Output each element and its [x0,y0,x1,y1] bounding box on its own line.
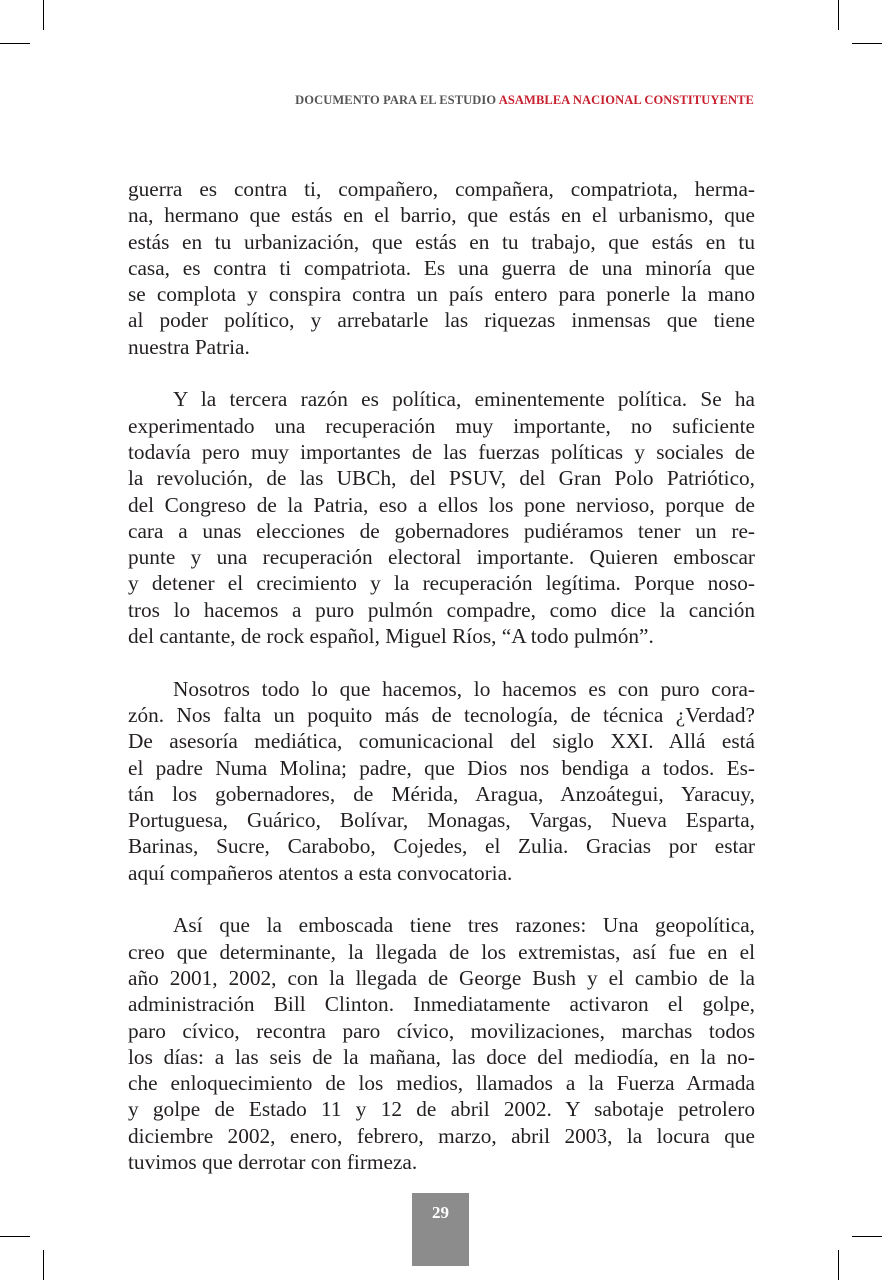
text-line: del cantante, de rock español, Miguel Ríos, “A todo pulmón”. [128,624,654,649]
text-line: al poder político, y arrebatarle las riquezas inmensas que tiene [128,308,755,333]
text-line: casa, es contra ti compatriota. Es una guerra de una minoría que [128,255,755,280]
text-line: Barinas, Sucre, Carabobo, Cojedes, el Zulia. Gracias por estar [128,834,755,859]
header-prefix: DOCUMENTO PARA EL ESTUDIO [295,93,497,107]
text-line: Portuguesa, Guárico, Bolívar, Monagas, Vargas, Nueva Esparta, [128,808,755,833]
text-line: cara a unas elecciones de gobernadores pudiéramos tener un re- [128,518,755,543]
text-line: Así que la emboscada tiene tres razones: Una geopolítica, [173,913,755,938]
text-line: aquí compañeros atentos a esta convocatoria. [128,860,513,885]
text-line: paro cívico, recontra paro cívico, movilizaciones, marchas todos [128,1018,755,1043]
text-line: guerra es contra ti, compañero, compañera, compatriota, herma- [128,177,755,201]
text-line: nuestra Patria. [128,334,250,359]
text-line: se complota y conspira contra un país entero para ponerle la mano [128,282,755,307]
paragraph [128,386,755,649]
text-line: tán los gobernadores, de Mérida, Aragua, Anzoátegui, Yaracuy, [128,781,755,806]
text-line: tros lo hacemos a puro pulmón compadre, como dice la canción [128,597,755,622]
header-highlight: ASAMBLEA NACIONAL CONSTITUYENTE [498,93,754,107]
page-number: 29 [432,1203,449,1222]
text-line: diciembre 2002, enero, febrero, marzo, abril 2003, la locura que [128,1123,755,1148]
text-line: zón. Nos falta un poquito más de tecnología, de técnica ¿Verdad? [128,702,755,727]
text-line: tuvimos que derrotar con firmeza. [128,1149,418,1174]
text-line: todavía pero muy importantes de las fuerzas políticas y sociales de [128,439,755,464]
text-line: Nosotros todo lo que hacemos, lo hacemos es con puro cora- [173,676,755,701]
body-text [128,176,755,1202]
text-line: administración Bill Clinton. Inmediatamente activaron el golpe, [128,992,755,1017]
text-line: creo que determinante, la llegada de los extremistas, así fue en el [128,939,755,964]
text-line: Y la tercera razón es política, eminentemente política. Se ha [173,387,755,412]
text-line: punte y una recuperación electoral importante. Quieren emboscar [128,545,755,570]
text-line: y golpe de Estado 11 y 12 de abril 2002. Y sabotaje petrolero [128,1097,755,1122]
text-line: los días: a las seis de la mañana, las doce del mediodía, en la no- [128,1044,755,1069]
text-line: estás en tu urbanización, que estás en tu trabajo, que estás en tu [128,229,755,254]
paragraph [128,176,755,360]
page-number-box [412,1193,469,1266]
text-line: la revolución, de las UBCh, del PSUV, del Gran Polo Patriótico, [128,466,755,491]
text-line: año 2001, 2002, con la llegada de George Bush y el cambio de la [128,965,755,990]
text-line: experimentado una recuperación muy importante, no suficiente [128,413,755,438]
paragraph [128,676,755,886]
text-line: na, hermano que estás en el barrio, que estás en el urbanismo, que [128,203,755,228]
text-line: che enloquecimiento de los medios, llamados a la Fuerza Armada [128,1071,755,1096]
text-line: el padre Numa Molina; padre, que Dios nos bendiga a todos. Es- [128,755,755,780]
running-header [295,93,754,108]
text-line: De asesoría mediática, comunicacional del siglo XXI. Allá está [128,729,755,754]
text-line: y detener el crecimiento y la recuperación legítima. Porque noso- [128,571,755,596]
text-line: del Congreso de la Patria, eso a ellos los pone nervioso, porque de [128,492,755,517]
paragraph [128,912,755,1175]
